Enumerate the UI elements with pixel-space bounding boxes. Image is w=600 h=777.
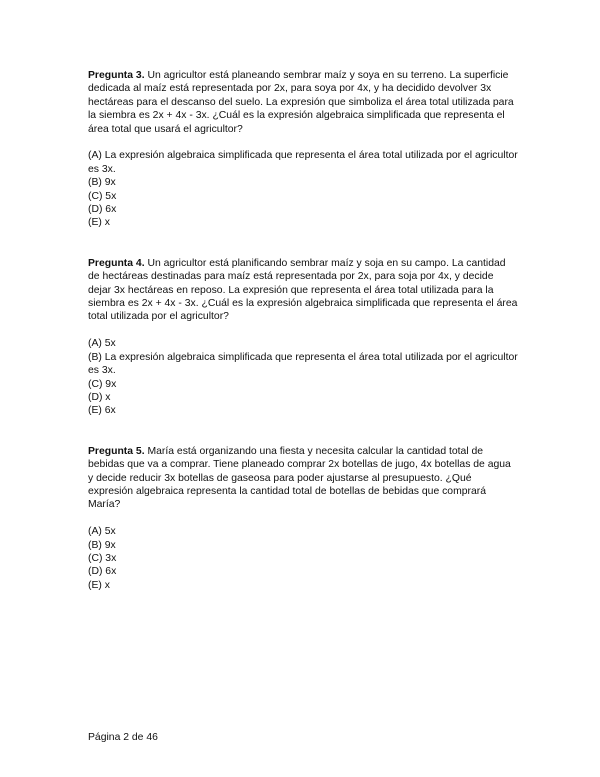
answer-options bbox=[88, 525, 518, 592]
answer-option-e: (E) x bbox=[88, 217, 110, 229]
question-stem bbox=[88, 69, 518, 136]
answer-option-d: (D) x bbox=[88, 391, 111, 403]
answer-option-c: (C) 9x bbox=[88, 378, 117, 390]
answer-options bbox=[88, 149, 518, 229]
answer-option-d: (D) 6x bbox=[88, 204, 117, 216]
answer-option-d: (D) 6x bbox=[88, 566, 117, 578]
answer-option-e: (E) 6x bbox=[88, 405, 116, 417]
answer-options bbox=[88, 337, 518, 417]
question-4 bbox=[88, 257, 518, 418]
question-5 bbox=[88, 445, 518, 592]
question-stem bbox=[88, 445, 518, 512]
question-text: Un agricultor está planeando sembrar maíz y soya en su terreno. La superficie dedicada al maíz está representada por 2x, para soya por 4x, y ha decidido devolver 3x hectáreas para el descanso del suelo. La expresión que simboliza el área total utilizada para la siembra es 2x + 4x - 3x. ¿Cuál es la expresión algebraica simplificada que representa el área total que usará el agricultor? bbox=[88, 70, 514, 135]
question-text: María está organizando una fiesta y necesita calcular la cantidad total de bebidas que va a comprar. Tiene planeado comprar 2x botellas de jugo, 4x botellas de agua y decide reducir 3x botellas de gaseosa para poder ajustarse al presupuesto. ¿Qué expresión algebraica representa la cantidad total de botellas de bebidas que comprará María? bbox=[88, 445, 511, 511]
answer-option-c: (C) 3x bbox=[88, 552, 117, 564]
answer-option-b: (B) 9x bbox=[88, 539, 116, 551]
question-3 bbox=[88, 69, 518, 230]
answer-option-b: (B) 9x bbox=[88, 177, 116, 189]
answer-option-e: (E) x bbox=[88, 579, 110, 591]
page-content bbox=[88, 69, 518, 619]
question-text: Un agricultor está planificando sembrar maíz y soja en su campo. La cantidad de hectáreas destinadas para maíz está representada por 2x, para soja por 4x, y decide dejar 3x hectáreas en reposo. La expresión que representa el área total utilizada para la siembra es 2x + 4x - 3x. ¿Cuál es la expresión algebraica simplificada que representa el área total utilizada por el agricultor? bbox=[88, 257, 518, 323]
question-label: Pregunta 3. bbox=[88, 70, 145, 81]
question-label: Pregunta 5. bbox=[88, 445, 145, 457]
answer-option-a: (A) 5x bbox=[88, 338, 116, 350]
answer-option-c: (C) 5x bbox=[88, 190, 117, 202]
question-stem bbox=[88, 257, 518, 324]
page-number: Página 2 de 46 bbox=[88, 732, 158, 743]
question-label: Pregunta 4. bbox=[88, 257, 145, 269]
answer-option-a: (A) 5x bbox=[88, 526, 116, 538]
answer-option-a: (A) La expresión algebraica simplificada que representa el área total utilizada por el agricultor es 3x. bbox=[88, 150, 518, 175]
answer-option-b: (B) La expresión algebraica simplificada que representa el área total utilizada por el agricultor es 3x. bbox=[88, 351, 518, 377]
